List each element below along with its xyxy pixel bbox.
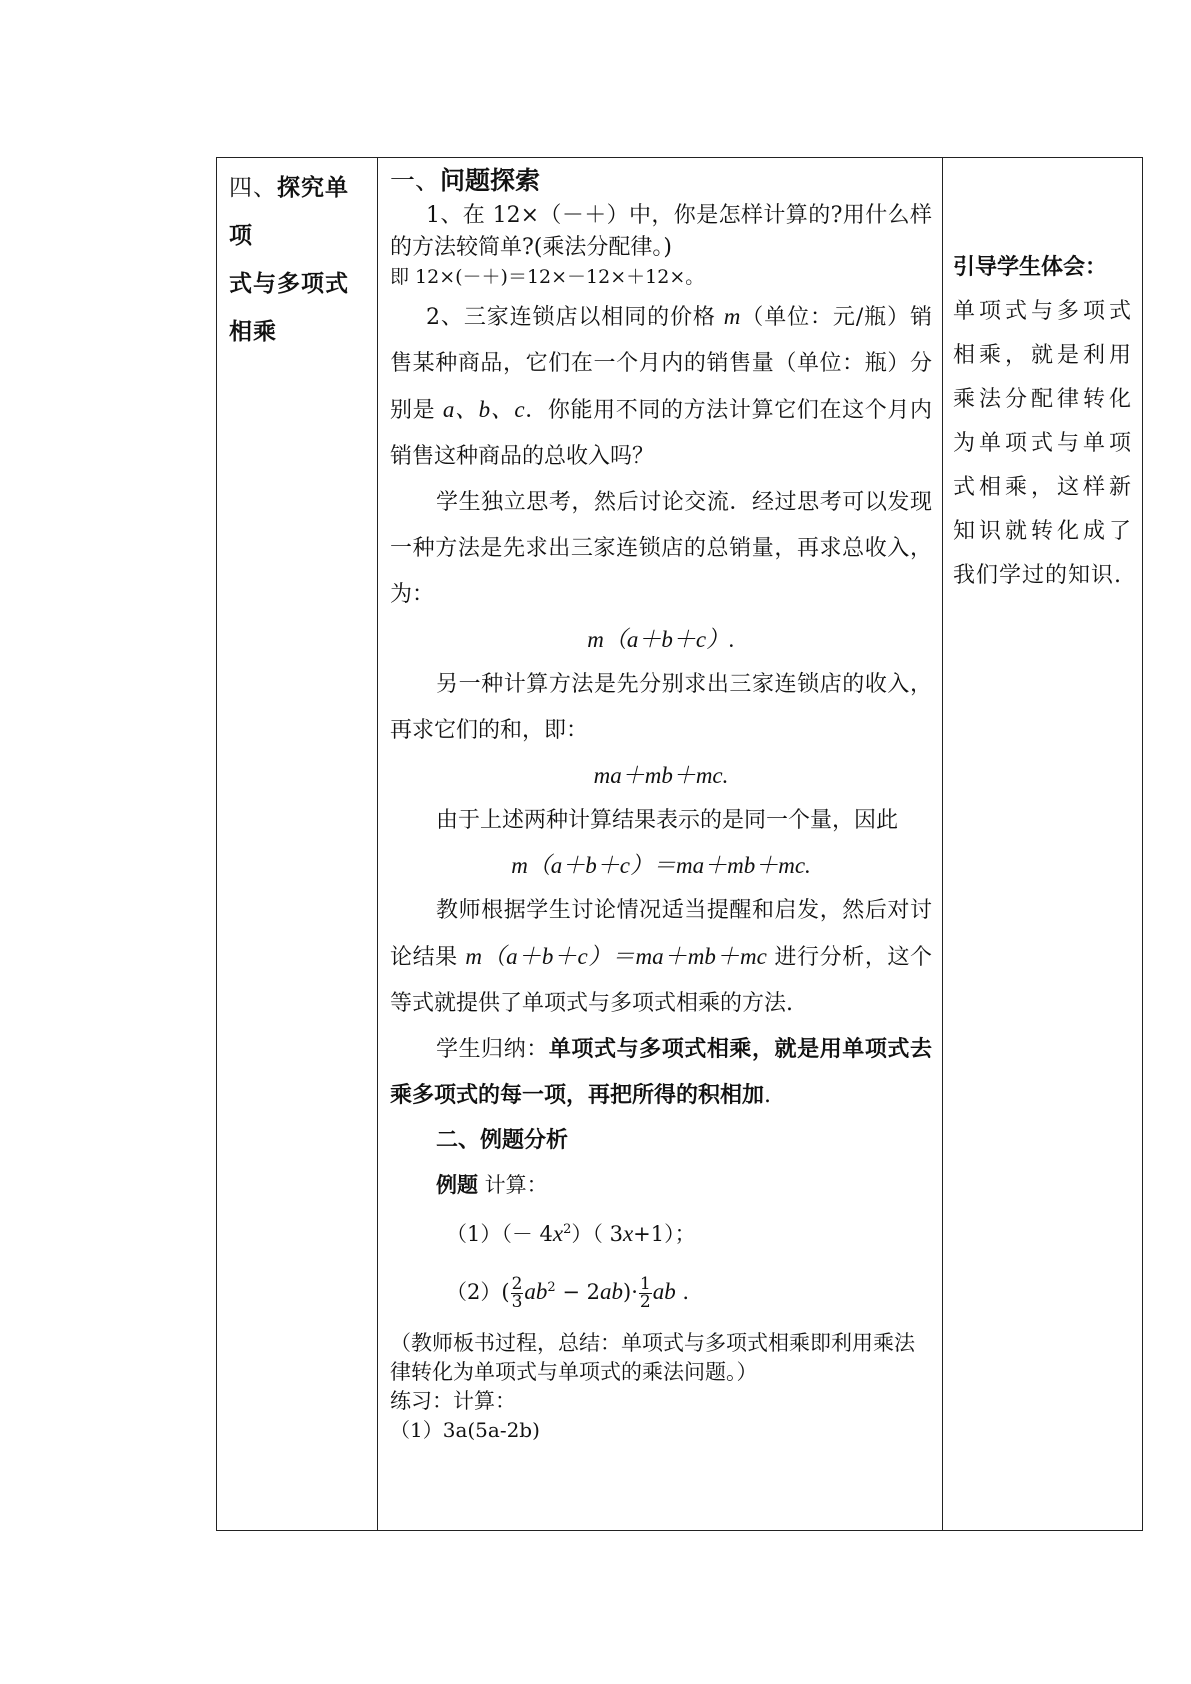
fraction-two-thirds: $\frac{2}{3}$ bbox=[511, 1274, 523, 1312]
example-intro: 例题 计算： bbox=[436, 1173, 548, 1197]
practice-label: 练习：计算： bbox=[390, 1389, 516, 1413]
lesson-table bbox=[216, 157, 1143, 1531]
question-2: 2、三家连锁店以相同的价格 m（单位：元/瓶）销售某种商品，它们在一个月内的销售量（单位：瓶）分别是 a、b、c．你能用不同的方法计算它们在这个月内销售这种商品的总收入吗？ bbox=[390, 304, 932, 469]
note-heading: 引导学生体会： bbox=[953, 255, 1108, 280]
heading-example-analysis: 二、例题分析 bbox=[436, 1128, 569, 1153]
equation-sum-of-revenues: ma＋mb＋mc. bbox=[593, 763, 729, 788]
fraction-one-half: $\frac{1}{2}$ bbox=[639, 1274, 651, 1312]
question-1: 1、在 12×（－＋）中，你是怎样计算的?用什么样的方法较简单?(乘法分配律。) bbox=[390, 203, 932, 260]
paragraph-another-method: 另一种计算方法是先分别求出三家连锁店的收入，再求它们的和，即： bbox=[390, 672, 932, 743]
equation-distributive: m（a＋b＋c）＝ma＋mb＋mc. bbox=[511, 853, 811, 878]
paragraph-independent-thinking: 学生独立思考，然后讨论交流．经过思考可以发现一种方法是先求出三家连锁店的总销量，再求总收入，为： bbox=[390, 490, 932, 607]
section-title-line: 相乘 bbox=[229, 318, 277, 345]
lesson-content-cell bbox=[378, 158, 942, 1530]
section-title-cell bbox=[217, 158, 377, 1530]
note-body: 单项式与多项式相乘，就是利用乘法分配律转化为单项式与单项式相乘，这样新知识就转化成了我们学过的知识. bbox=[953, 299, 1132, 588]
section-title-line: 四、探究单项 bbox=[229, 174, 349, 249]
teaching-note-cell bbox=[943, 158, 1142, 1530]
paragraph-student-summary: 学生归纳：单项式与多项式相乘，就是用单项式去乘多项式的每一项，再把所得的积相加. bbox=[390, 1037, 932, 1108]
practice-item-1: （1）3a(5a-2b) bbox=[390, 1418, 540, 1442]
equation-total-sales: m（a＋b＋c）. bbox=[587, 627, 735, 652]
section-title-line: 式与多项式 bbox=[229, 270, 349, 297]
paragraph-teacher-guidance: 教师根据学生讨论情况适当提醒和启发，然后对讨论结果 m（a＋b＋c）＝ma＋mb＋mc 进行分析，这个等式就提供了单项式与多项式相乘的方法. bbox=[390, 898, 933, 1016]
teacher-board-note: （教师板书过程，总结：单项式与多项式相乘即利用乘法律转化为单项式与单项式的乘法问题。） bbox=[390, 1331, 915, 1384]
paragraph-same-quantity: 由于上述两种计算结果表示的是同一个量，因此 bbox=[436, 808, 899, 833]
question-1-formula: 即 12×(－＋)＝12×－12×＋12×。 bbox=[390, 266, 705, 288]
example-1: $(1)(- 4x^2)$（ 3x+1）； bbox=[446, 1221, 696, 1246]
heading-problem-exploration: 一、问题探索 bbox=[390, 166, 541, 195]
example-2: （2）( $\frac{2}{3}$ $ab^2 - 2ab)\cdot$ $\frac{1}{2}$ ab . bbox=[446, 1274, 690, 1312]
